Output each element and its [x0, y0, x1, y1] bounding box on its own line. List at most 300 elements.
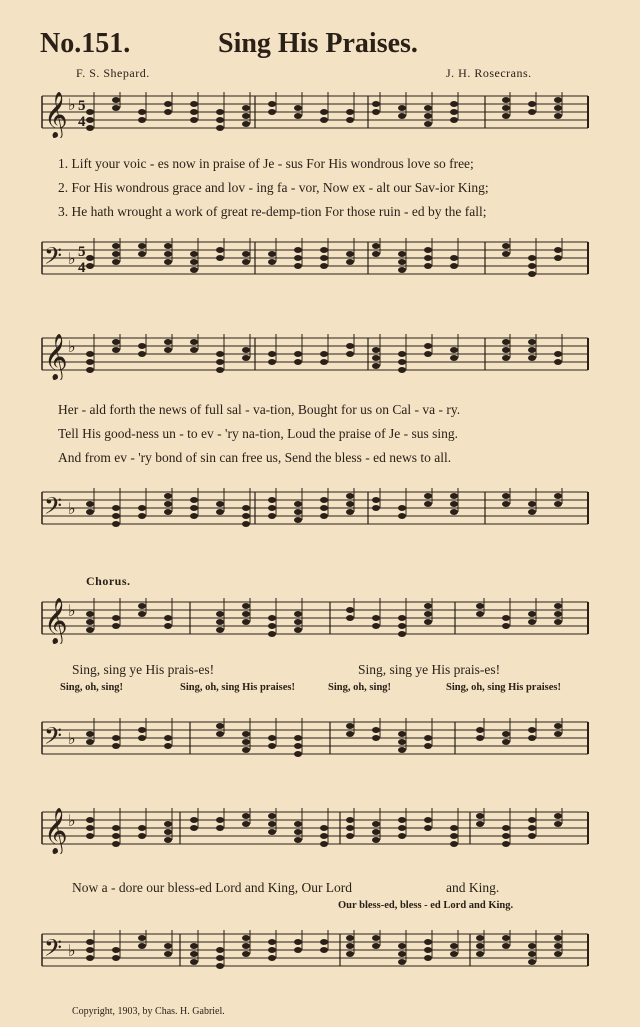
note-head — [294, 751, 302, 757]
note-head — [554, 943, 562, 949]
note-head — [424, 735, 432, 741]
note-head — [268, 505, 276, 511]
note-head — [502, 935, 510, 941]
note-head — [242, 739, 250, 745]
note-head — [398, 105, 406, 111]
note-head — [294, 619, 302, 625]
note-head — [216, 611, 224, 617]
note-head — [424, 343, 432, 349]
note-head — [242, 603, 250, 609]
note-head — [138, 611, 146, 617]
chorus-alto-lyric-3: Sing, oh, sing! — [328, 682, 392, 693]
note-head — [86, 501, 94, 507]
note-head — [268, 829, 276, 835]
note-head — [164, 259, 172, 265]
note-head — [372, 821, 380, 827]
note-head — [502, 355, 510, 361]
note-head — [554, 951, 562, 957]
note-head — [398, 833, 406, 839]
title-row — [40, 28, 600, 68]
chorus-label: Chorus. — [86, 574, 131, 588]
note-head — [216, 627, 224, 633]
note-head — [138, 117, 146, 123]
key-signature-flat-icon: ♭ — [68, 811, 76, 830]
note-head — [528, 817, 536, 823]
hymn-number: No.151. — [40, 28, 131, 59]
note-head — [112, 339, 120, 345]
note-head — [502, 243, 510, 249]
note-head — [294, 359, 302, 365]
bass-staff-2 — [0, 488, 600, 534]
note-head — [554, 247, 562, 253]
note-head — [86, 359, 94, 365]
note-head — [294, 517, 302, 523]
hymn-title: Sing His Praises. — [218, 28, 418, 59]
note-head — [164, 821, 172, 827]
note-head — [112, 259, 120, 265]
note-head — [476, 603, 484, 609]
bass-clef-icon: 𝄢 — [44, 934, 63, 967]
note-head — [424, 603, 432, 609]
note-head — [450, 509, 458, 515]
chorus-alto-lyric-4: Sing, oh, sing His praises! — [446, 682, 561, 693]
note-head — [138, 243, 146, 249]
note-head — [294, 113, 302, 119]
note-head — [502, 731, 510, 737]
note-head — [86, 125, 94, 131]
note-head — [346, 943, 354, 949]
note-head — [450, 347, 458, 353]
note-head — [294, 735, 302, 741]
note-head — [320, 247, 328, 253]
note-head — [346, 731, 354, 737]
note-head — [424, 743, 432, 749]
note-head — [398, 367, 406, 373]
note-head — [450, 109, 458, 115]
note-head — [424, 825, 432, 831]
note-head — [86, 109, 94, 115]
note-head — [268, 743, 276, 749]
treble-clef-icon: 𝄞 — [44, 598, 68, 644]
note-head — [554, 97, 562, 103]
note-head — [528, 255, 536, 261]
note-head — [398, 739, 406, 745]
note-head — [554, 105, 562, 111]
key-signature-flat-icon: ♭ — [68, 249, 76, 268]
note-head — [528, 271, 536, 277]
note-head — [112, 243, 120, 249]
note-head — [346, 259, 354, 265]
note-head — [502, 623, 510, 629]
note-head — [294, 611, 302, 617]
note-head — [320, 841, 328, 847]
note-head — [528, 611, 536, 617]
note-head — [138, 727, 146, 733]
note-head — [216, 947, 224, 953]
note-head — [242, 813, 250, 819]
note-head — [164, 943, 172, 949]
note-head — [164, 493, 172, 499]
note-head — [450, 355, 458, 361]
bass-clef-icon: 𝄢 — [44, 722, 63, 755]
note-head — [372, 829, 380, 835]
note-head — [502, 739, 510, 745]
note-head — [528, 727, 536, 733]
note-head — [112, 825, 120, 831]
treble-clef-icon: 𝄞 — [44, 808, 68, 854]
note-head — [554, 821, 562, 827]
note-head — [528, 263, 536, 269]
note-head — [372, 497, 380, 503]
note-head — [190, 347, 198, 353]
note-head — [372, 735, 380, 741]
note-head — [502, 339, 510, 345]
note-head — [346, 935, 354, 941]
note-head — [86, 627, 94, 633]
note-head — [424, 817, 432, 823]
note-head — [294, 939, 302, 945]
note-head — [450, 951, 458, 957]
note-head — [164, 109, 172, 115]
note-head — [424, 955, 432, 961]
note-head — [372, 101, 380, 107]
note-head — [424, 501, 432, 507]
note-head — [268, 735, 276, 741]
note-head — [112, 623, 120, 629]
note-head — [112, 513, 120, 519]
note-head — [86, 117, 94, 123]
note-head — [554, 731, 562, 737]
note-head — [86, 367, 94, 373]
note-head — [268, 251, 276, 257]
music-composer: J. H. Rosecrans. — [446, 66, 532, 80]
note-head — [320, 263, 328, 269]
note-head — [346, 343, 354, 349]
note-head — [138, 513, 146, 519]
note-head — [268, 497, 276, 503]
note-head — [190, 109, 198, 115]
note-head — [86, 619, 94, 625]
note-head — [268, 813, 276, 819]
note-head — [294, 263, 302, 269]
note-head — [320, 939, 328, 945]
note-head — [398, 251, 406, 257]
note-head — [398, 943, 406, 949]
note-head — [216, 359, 224, 365]
note-head — [424, 247, 432, 253]
note-head — [294, 837, 302, 843]
chorus-alto-lyric-1: Sing, oh, sing! — [60, 682, 124, 693]
note-head — [242, 505, 250, 511]
note-head — [528, 339, 536, 345]
note-head — [372, 243, 380, 249]
note-head — [138, 735, 146, 741]
note-head — [502, 105, 510, 111]
verse-2-line-2: Tell His good-ness un - to ev - 'ry na-tion, Loud the praise of Je - sus sing. — [58, 426, 459, 441]
note-head — [294, 501, 302, 507]
key-signature-flat-icon: ♭ — [68, 95, 76, 114]
note-head — [502, 943, 510, 949]
note-head — [216, 109, 224, 115]
note-head — [242, 821, 250, 827]
note-head — [372, 363, 380, 369]
note-head — [86, 509, 94, 515]
note-head — [138, 935, 146, 941]
note-head — [554, 723, 562, 729]
note-head — [112, 743, 120, 749]
note-head — [242, 259, 250, 265]
note-head — [268, 351, 276, 357]
note-head — [528, 825, 536, 831]
note-head — [320, 825, 328, 831]
note-head — [424, 947, 432, 953]
note-head — [216, 955, 224, 961]
note-head — [528, 943, 536, 949]
treble-staff-2 — [0, 334, 600, 380]
note-head — [476, 951, 484, 957]
note-head — [398, 825, 406, 831]
note-head — [502, 615, 510, 621]
key-signature-flat-icon: ♭ — [68, 337, 76, 356]
note-head — [242, 747, 250, 753]
verse-2-line-1: 2. For His wondrous grace and lov - ing fa - vor, Now ex - alt our Sav-ior King; — [58, 180, 489, 195]
note-head — [528, 347, 536, 353]
note-head — [216, 619, 224, 625]
note-head — [450, 943, 458, 949]
note-head — [216, 255, 224, 261]
note-head — [216, 247, 224, 253]
note-head — [528, 735, 536, 741]
note-head — [242, 619, 250, 625]
note-head — [294, 947, 302, 953]
final-lyric-1: Now a - dore our bless-ed Lord and King, Our Lord — [72, 880, 353, 895]
note-head — [164, 951, 172, 957]
note-head — [164, 501, 172, 507]
note-head — [164, 829, 172, 835]
note-head — [190, 251, 198, 257]
note-head — [268, 109, 276, 115]
note-head — [268, 101, 276, 107]
note-head — [138, 943, 146, 949]
note-head — [372, 943, 380, 949]
key-signature-flat-icon: ♭ — [68, 499, 76, 518]
note-head — [268, 359, 276, 365]
final-lyric-2: and King. — [446, 880, 500, 895]
note-head — [164, 251, 172, 257]
note-head — [424, 263, 432, 269]
note-head — [528, 101, 536, 107]
note-head — [294, 247, 302, 253]
note-head — [450, 263, 458, 269]
note-head — [112, 105, 120, 111]
note-head — [398, 259, 406, 265]
note-head — [476, 611, 484, 617]
note-head — [346, 817, 354, 823]
note-head — [372, 347, 380, 353]
note-head — [216, 351, 224, 357]
note-head — [554, 351, 562, 357]
note-head — [242, 513, 250, 519]
note-head — [346, 607, 354, 613]
note-head — [346, 251, 354, 257]
note-head — [86, 939, 94, 945]
note-head — [294, 627, 302, 633]
note-head — [554, 359, 562, 365]
key-signature-flat-icon: ♭ — [68, 729, 76, 748]
note-head — [294, 351, 302, 357]
note-head — [138, 343, 146, 349]
note-head — [164, 509, 172, 515]
note-head — [528, 833, 536, 839]
note-head — [554, 501, 562, 507]
note-head — [190, 825, 198, 831]
note-head — [164, 743, 172, 749]
note-head — [86, 611, 94, 617]
note-head — [320, 947, 328, 953]
chorus-soprano-lyric-2: Sing, sing ye His prais-es! — [358, 662, 501, 677]
note-head — [346, 351, 354, 357]
note-head — [86, 351, 94, 357]
note-head — [528, 501, 536, 507]
note-head — [164, 623, 172, 629]
note-head — [216, 731, 224, 737]
note-head — [398, 113, 406, 119]
note-head — [450, 117, 458, 123]
note-head — [164, 347, 172, 353]
note-head — [450, 255, 458, 261]
note-head — [216, 817, 224, 823]
note-head — [190, 101, 198, 107]
note-head — [86, 955, 94, 961]
note-head — [554, 113, 562, 119]
treble-clef-icon: 𝄞 — [44, 334, 68, 380]
verse-3-line-1: 3. He hath wrought a work of great re-demp-tion For those ruin - ed by the fall; — [58, 204, 487, 219]
note-head — [112, 841, 120, 847]
note-head — [138, 603, 146, 609]
note-head — [346, 951, 354, 957]
note-head — [242, 951, 250, 957]
note-head — [372, 355, 380, 361]
note-head — [372, 615, 380, 621]
note-head — [372, 727, 380, 733]
note-head — [554, 935, 562, 941]
note-head — [242, 113, 250, 119]
note-head — [242, 251, 250, 257]
note-head — [424, 351, 432, 357]
note-head — [424, 113, 432, 119]
note-head — [372, 251, 380, 257]
verse-1-line-1: 1. Lift your voic - es now in praise of Je - sus For His wondrous love so free; — [58, 156, 474, 171]
note-head — [372, 837, 380, 843]
note-head — [242, 943, 250, 949]
note-head — [476, 813, 484, 819]
note-head — [86, 947, 94, 953]
bass-clef-icon: 𝄢 — [44, 242, 63, 275]
note-head — [242, 347, 250, 353]
key-signature-flat-icon: ♭ — [68, 941, 76, 960]
note-head — [86, 817, 94, 823]
note-head — [216, 117, 224, 123]
note-head — [346, 501, 354, 507]
note-head — [112, 615, 120, 621]
note-head — [424, 939, 432, 945]
note-head — [268, 955, 276, 961]
note-head — [268, 623, 276, 629]
note-head — [112, 833, 120, 839]
note-head — [86, 255, 94, 261]
treble-staff-4 — [0, 808, 600, 854]
note-head — [398, 267, 406, 273]
note-head — [424, 121, 432, 127]
chorus-alto-lyric-2: Sing, oh, sing His praises! — [180, 682, 295, 693]
note-head — [398, 951, 406, 957]
note-head — [372, 623, 380, 629]
note-head — [502, 113, 510, 119]
note-head — [216, 825, 224, 831]
chorus-soprano-lyric-1: Sing, sing ye His prais-es! — [72, 662, 215, 677]
bass-staff-4 — [0, 930, 600, 976]
note-head — [398, 817, 406, 823]
note-head — [320, 109, 328, 115]
note-head — [164, 101, 172, 107]
note-head — [86, 833, 94, 839]
note-head — [502, 501, 510, 507]
note-head — [320, 513, 328, 519]
note-head — [294, 821, 302, 827]
note-head — [216, 509, 224, 515]
note-head — [528, 619, 536, 625]
note-head — [502, 841, 510, 847]
note-head — [424, 493, 432, 499]
note-head — [242, 935, 250, 941]
verse-1-line-2: Her - ald forth the news of full sal - va-tion, Bought for us on Cal - va - ry. — [58, 402, 461, 417]
note-head — [190, 951, 198, 957]
words-author: F. S. Shepard. — [76, 66, 150, 80]
note-head — [346, 493, 354, 499]
note-head — [138, 505, 146, 511]
note-head — [398, 623, 406, 629]
note-head — [190, 959, 198, 965]
note-head — [242, 521, 250, 527]
note-head — [372, 109, 380, 115]
note-head — [450, 493, 458, 499]
note-head — [502, 825, 510, 831]
note-head — [346, 723, 354, 729]
note-head — [450, 841, 458, 847]
note-head — [242, 105, 250, 111]
note-head — [320, 833, 328, 839]
note-head — [502, 347, 510, 353]
note-head — [138, 109, 146, 115]
note-head — [528, 951, 536, 957]
note-head — [398, 731, 406, 737]
note-head — [398, 631, 406, 637]
note-head — [398, 513, 406, 519]
note-head — [346, 833, 354, 839]
note-head — [320, 255, 328, 261]
note-head — [164, 615, 172, 621]
treble-staff-1 — [0, 92, 600, 138]
note-head — [476, 735, 484, 741]
key-signature-flat-icon: ♭ — [68, 601, 76, 620]
note-head — [164, 339, 172, 345]
note-head — [424, 255, 432, 261]
note-head — [528, 355, 536, 361]
bass-clef-icon: 𝄢 — [44, 492, 63, 525]
copyright-notice: Copyright, 1903, by Chas. H. Gabriel. — [72, 1006, 225, 1017]
note-head — [320, 351, 328, 357]
bass-staff-1 — [0, 238, 600, 284]
